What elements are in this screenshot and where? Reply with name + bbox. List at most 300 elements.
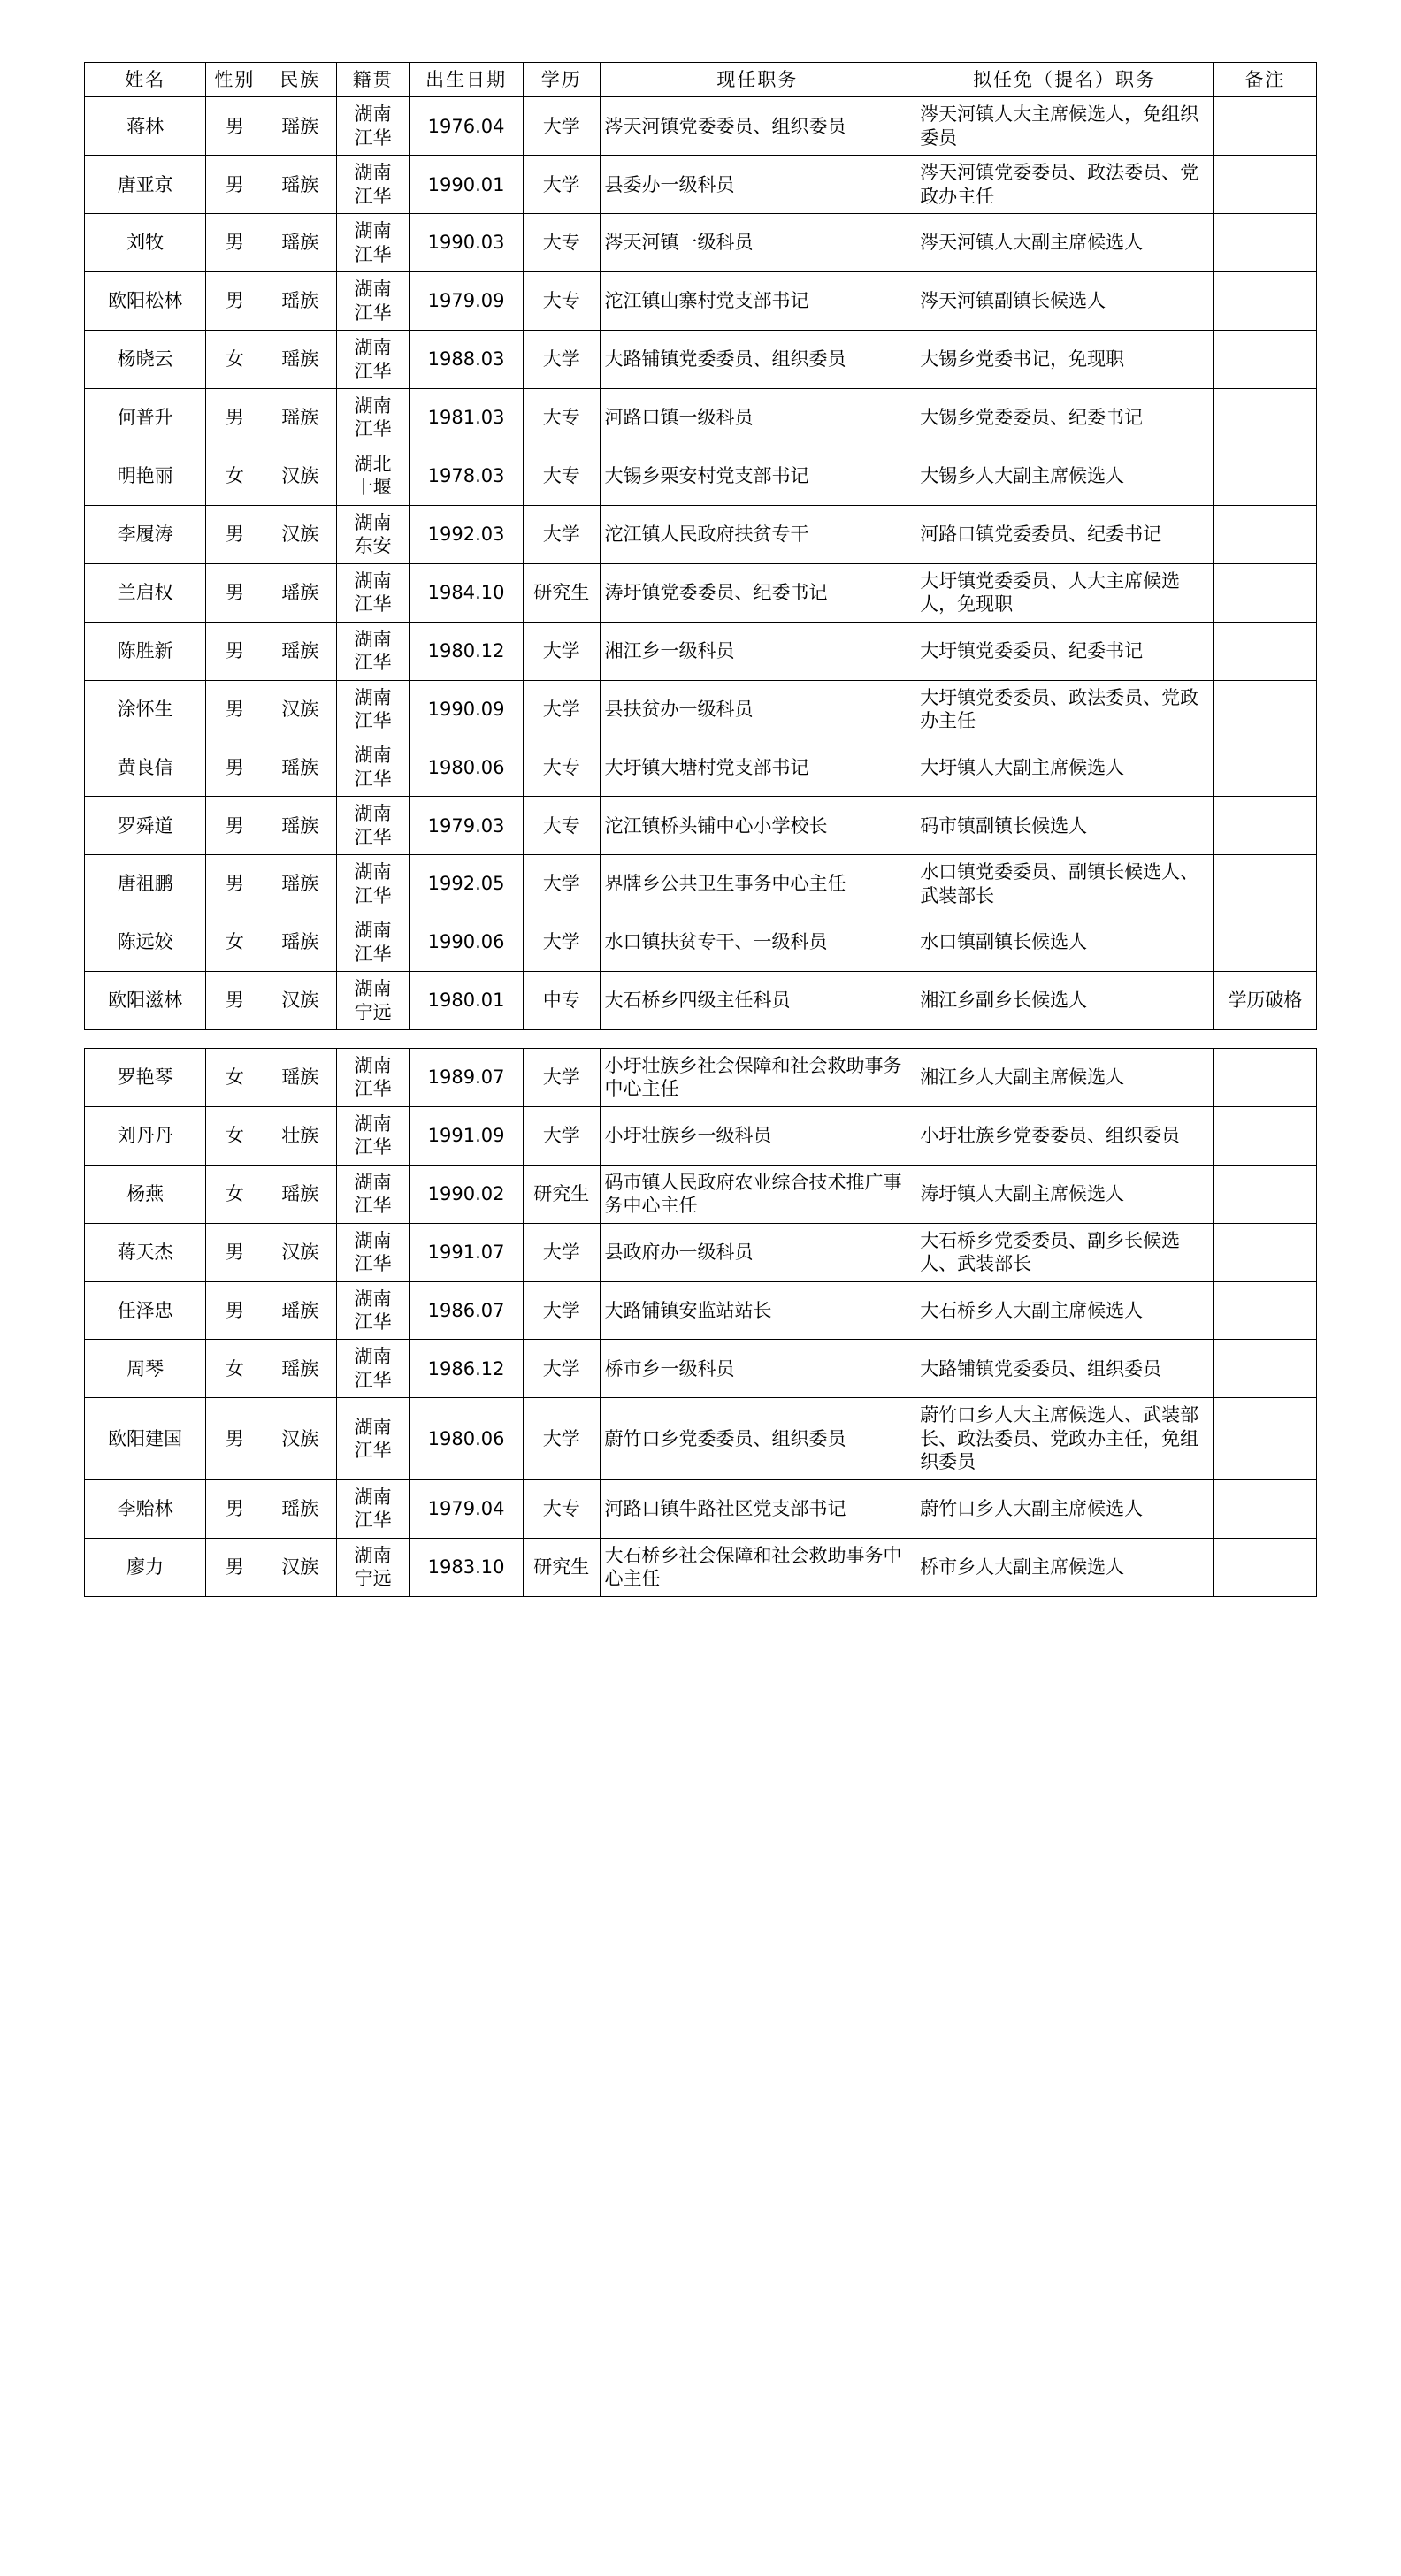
origin-line-2: 江华: [354, 593, 392, 615]
cell-birth: 1989.07: [410, 1048, 524, 1106]
origin-line-1: 湖南: [354, 745, 392, 767]
cell-ethnic: 汉族: [264, 1223, 336, 1281]
cell-edu: 研究生: [523, 563, 600, 622]
origin-line-1: 湖南: [354, 162, 392, 184]
cell-birth: 1979.09: [410, 272, 524, 331]
cell-ethnic: 瑶族: [264, 1048, 336, 1106]
cell-new-post: 蔚竹口乡人大主席候选人、武装部长、政法委员、党政办主任，免组织委员: [915, 1398, 1214, 1479]
cell-current-post: 沱江镇桥头铺中心小学校长: [600, 797, 915, 855]
origin-line-1: 湖南: [354, 803, 392, 825]
cell-sex: 男: [206, 797, 264, 855]
table-row: [85, 913, 1317, 972]
origin-line-1: 湖南: [354, 1544, 392, 1566]
table-row: [85, 1223, 1317, 1281]
origin-line-2: 江华: [354, 185, 392, 207]
cell-edu: 大学: [523, 156, 600, 214]
cell-origin: [336, 214, 409, 272]
table-row: [85, 1106, 1317, 1165]
origin-line-1: 湖南: [354, 1171, 392, 1193]
cell-birth: 1979.04: [410, 1479, 524, 1538]
table-row: [85, 272, 1317, 331]
cell-edu: 研究生: [523, 1165, 600, 1223]
cell-current-post: 蔚竹口乡党委委员、组织委员: [600, 1398, 915, 1479]
cell-note: 学历破格: [1213, 972, 1316, 1030]
column-header-edu: 学历: [523, 63, 600, 97]
cell-name: 陈远姣: [85, 913, 206, 972]
cell-sex: 男: [206, 1281, 264, 1340]
cell-new-post: 大石桥乡党委委员、副乡长候选人、武装部长: [915, 1223, 1214, 1281]
cell-note: [1213, 505, 1316, 563]
cell-new-post: 涔天河镇人大副主席候选人: [915, 214, 1214, 272]
cell-name: 罗艳琴: [85, 1048, 206, 1106]
cell-ethnic: 瑶族: [264, 1340, 336, 1398]
cell-name: 明艳丽: [85, 447, 206, 505]
cell-birth: 1984.10: [410, 563, 524, 622]
cell-note: [1213, 214, 1316, 272]
cell-ethnic: 瑶族: [264, 622, 336, 680]
cell-sex: 男: [206, 1479, 264, 1538]
origin-line-2: 江华: [354, 302, 392, 324]
cell-name: 欧阳松林: [85, 272, 206, 331]
cell-ethnic: 瑶族: [264, 272, 336, 331]
origin-line-2: 江华: [354, 1253, 392, 1275]
origin-line-2: 江华: [354, 1195, 392, 1217]
cell-origin: [336, 680, 409, 738]
table-row: [85, 1048, 1317, 1106]
cell-birth: 1991.07: [410, 1223, 524, 1281]
cell-edu: 大专: [523, 388, 600, 447]
origin-line-1: 湖南: [354, 220, 392, 242]
origin-line-2: 东安: [354, 535, 392, 557]
column-header-name: 姓名: [85, 63, 206, 97]
cell-new-post: 涛圩镇人大副主席候选人: [915, 1165, 1214, 1223]
column-header-current-post: 现任职务: [600, 63, 915, 97]
cell-current-post: 大圩镇大塘村党支部书记: [600, 738, 915, 797]
table-row: [85, 447, 1317, 505]
cell-name: 欧阳滋林: [85, 972, 206, 1030]
cell-edu: 研究生: [523, 1538, 600, 1596]
cell-origin: [336, 797, 409, 855]
table-row: [85, 563, 1317, 622]
cell-sex: 男: [206, 272, 264, 331]
cell-current-post: 大锡乡栗安村党支部书记: [600, 447, 915, 505]
cell-note: [1213, 1398, 1316, 1479]
origin-line-1: 湖南: [354, 569, 392, 592]
cell-birth: 1990.02: [410, 1165, 524, 1223]
origin-line-1: 湖南: [354, 686, 392, 708]
cell-name: 唐祖鹏: [85, 855, 206, 913]
cell-edu: 大专: [523, 214, 600, 272]
cell-ethnic: 瑶族: [264, 738, 336, 797]
table-row: [85, 797, 1317, 855]
cell-ethnic: 瑶族: [264, 388, 336, 447]
cell-current-post: 大石桥乡四级主任科员: [600, 972, 915, 1030]
cell-sex: 男: [206, 680, 264, 738]
cell-sex: 女: [206, 447, 264, 505]
column-header-ethnic: 民族: [264, 63, 336, 97]
cell-ethnic: 汉族: [264, 680, 336, 738]
cell-new-post: 大路铺镇党委委员、组织委员: [915, 1340, 1214, 1398]
table-row: [85, 1398, 1317, 1479]
cell-ethnic: 汉族: [264, 972, 336, 1030]
origin-line-1: 湖南: [354, 511, 392, 533]
cell-edu: 大学: [523, 505, 600, 563]
origin-line-1: 湖南: [354, 1229, 392, 1251]
cell-edu: 大学: [523, 1048, 600, 1106]
cell-note: [1213, 1223, 1316, 1281]
cell-new-post: 湘江乡人大副主席候选人: [915, 1048, 1214, 1106]
cell-sex: 男: [206, 855, 264, 913]
cell-note: [1213, 1048, 1316, 1106]
origin-line-1: 湖南: [354, 1288, 392, 1310]
cell-current-post: 县委办一级科员: [600, 156, 915, 214]
cell-edu: 大专: [523, 272, 600, 331]
cell-name: 欧阳建国: [85, 1398, 206, 1479]
column-header-note: 备注: [1213, 63, 1316, 97]
cell-name: 李贻林: [85, 1479, 206, 1538]
roster-table-head-and-body-1: [85, 63, 1317, 1030]
cell-origin: [336, 1281, 409, 1340]
cell-note: [1213, 97, 1316, 156]
cell-new-post: 湘江乡副乡长候选人: [915, 972, 1214, 1030]
cell-new-post: 大石桥乡人大副主席候选人: [915, 1281, 1214, 1340]
origin-line-1: 湖南: [354, 1416, 392, 1438]
table-row: [85, 331, 1317, 389]
column-header-origin: 籍贯: [336, 63, 409, 97]
cell-edu: 大专: [523, 447, 600, 505]
cell-current-post: 桥市乡一级科员: [600, 1340, 915, 1398]
origin-line-2: 江华: [354, 826, 392, 848]
cell-birth: 1986.07: [410, 1281, 524, 1340]
cell-ethnic: 汉族: [264, 447, 336, 505]
cell-birth: 1983.10: [410, 1538, 524, 1596]
roster-table-part-2: [84, 1048, 1317, 1597]
cell-current-post: 涔天河镇一级科员: [600, 214, 915, 272]
cell-ethnic: 瑶族: [264, 214, 336, 272]
cell-new-post: 水口镇党委委员、副镇长候选人、武装部长: [915, 855, 1214, 913]
origin-line-1: 湖南: [354, 628, 392, 650]
table-row: [85, 1538, 1317, 1596]
cell-birth: 1991.09: [410, 1106, 524, 1165]
table-row: [85, 1281, 1317, 1340]
cell-note: [1213, 1165, 1316, 1223]
cell-current-post: 湘江乡一级科员: [600, 622, 915, 680]
cell-birth: 1986.12: [410, 1340, 524, 1398]
origin-line-1: 湖南: [354, 861, 392, 883]
table-row: [85, 972, 1317, 1030]
origin-line-2: 江华: [354, 1078, 392, 1100]
roster-table-part-1: [84, 62, 1317, 1030]
origin-line-1: 湖南: [354, 920, 392, 942]
cell-new-post: 大锡乡党委委员、纪委书记: [915, 388, 1214, 447]
cell-ethnic: 瑶族: [264, 331, 336, 389]
column-header-new-post: 拟任免（提名）职务: [915, 63, 1214, 97]
cell-origin: [336, 1048, 409, 1106]
cell-note: [1213, 331, 1316, 389]
cell-new-post: 涔天河镇副镇长候选人: [915, 272, 1214, 331]
cell-origin: [336, 913, 409, 972]
cell-note: [1213, 272, 1316, 331]
table-row: [85, 214, 1317, 272]
cell-sex: 男: [206, 622, 264, 680]
cell-name: 涂怀生: [85, 680, 206, 738]
cell-sex: 男: [206, 1538, 264, 1596]
cell-ethnic: 瑶族: [264, 797, 336, 855]
cell-new-post: 涔天河镇人大主席候选人，免组织委员: [915, 97, 1214, 156]
cell-birth: 1992.05: [410, 855, 524, 913]
cell-sex: 男: [206, 505, 264, 563]
origin-line-2: 江华: [354, 1440, 392, 1462]
cell-origin: [336, 1479, 409, 1538]
cell-current-post: 河路口镇牛路社区党支部书记: [600, 1479, 915, 1538]
origin-line-2: 宁远: [354, 1568, 392, 1590]
cell-name: 陈胜新: [85, 622, 206, 680]
origin-line-1: 湖南: [354, 1112, 392, 1135]
cell-edu: 大学: [523, 1340, 600, 1398]
origin-line-2: 江华: [354, 1369, 392, 1391]
cell-birth: 1980.06: [410, 1398, 524, 1479]
cell-ethnic: 瑶族: [264, 1281, 336, 1340]
cell-note: [1213, 1340, 1316, 1398]
origin-line-1: 湖南: [354, 978, 392, 1000]
cell-ethnic: 汉族: [264, 1398, 336, 1479]
table-row: [85, 97, 1317, 156]
origin-line-1: 湖南: [354, 103, 392, 126]
cell-note: [1213, 622, 1316, 680]
cell-name: 刘牧: [85, 214, 206, 272]
cell-ethnic: 瑶族: [264, 97, 336, 156]
cell-current-post: 大路铺镇党委委员、组织委员: [600, 331, 915, 389]
cell-origin: [336, 447, 409, 505]
column-header-birth: 出生日期: [410, 63, 524, 97]
origin-line-1: 湖南: [354, 394, 392, 417]
origin-line-2: 江华: [354, 126, 392, 149]
origin-line-2: 江华: [354, 1311, 392, 1334]
cell-sex: 男: [206, 1398, 264, 1479]
origin-line-1: 湖南: [354, 1346, 392, 1368]
table-row: [85, 1340, 1317, 1398]
cell-current-post: 大路铺镇安监站站长: [600, 1281, 915, 1340]
cell-edu: 大专: [523, 1479, 600, 1538]
cell-birth: 1979.03: [410, 797, 524, 855]
cell-name: 唐亚京: [85, 156, 206, 214]
cell-new-post: 小圩壮族乡党委委员、组织委员: [915, 1106, 1214, 1165]
cell-new-post: 蔚竹口乡人大副主席候选人: [915, 1479, 1214, 1538]
cell-current-post: 县扶贫办一级科员: [600, 680, 915, 738]
cell-edu: 大学: [523, 97, 600, 156]
cell-new-post: 河路口镇党委委员、纪委书记: [915, 505, 1214, 563]
cell-ethnic: 瑶族: [264, 855, 336, 913]
origin-line-2: 江华: [354, 652, 392, 674]
cell-origin: [336, 1538, 409, 1596]
cell-new-post: 涔天河镇党委委员、政法委员、党政办主任: [915, 156, 1214, 214]
origin-line-1: 湖南: [354, 1054, 392, 1076]
cell-birth: 1981.03: [410, 388, 524, 447]
origin-line-1: 湖南: [354, 279, 392, 301]
cell-name: 罗舜道: [85, 797, 206, 855]
cell-sex: 女: [206, 331, 264, 389]
origin-line-2: 江华: [354, 418, 392, 440]
cell-sex: 女: [206, 913, 264, 972]
cell-current-post: 码市镇人民政府农业综合技术推广事务中心主任: [600, 1165, 915, 1223]
origin-line-2: 江华: [354, 1136, 392, 1158]
cell-note: [1213, 1281, 1316, 1340]
cell-sex: 男: [206, 214, 264, 272]
cell-sex: 女: [206, 1106, 264, 1165]
cell-origin: [336, 1106, 409, 1165]
cell-origin: [336, 1223, 409, 1281]
cell-note: [1213, 563, 1316, 622]
cell-origin: [336, 738, 409, 797]
cell-note: [1213, 855, 1316, 913]
cell-name: 蒋林: [85, 97, 206, 156]
origin-line-2: 江华: [354, 243, 392, 265]
cell-current-post: 涔天河镇党委委员、组织委员: [600, 97, 915, 156]
cell-sex: 女: [206, 1340, 264, 1398]
origin-line-2: 江华: [354, 1510, 392, 1532]
cell-name: 蒋天杰: [85, 1223, 206, 1281]
cell-ethnic: 瑶族: [264, 913, 336, 972]
cell-note: [1213, 738, 1316, 797]
cell-sex: 女: [206, 1048, 264, 1106]
cell-origin: [336, 505, 409, 563]
cell-origin: [336, 388, 409, 447]
cell-edu: 大学: [523, 855, 600, 913]
cell-note: [1213, 388, 1316, 447]
origin-line-2: 宁远: [354, 1001, 392, 1023]
cell-origin: [336, 331, 409, 389]
cell-note: [1213, 913, 1316, 972]
table-row: [85, 855, 1317, 913]
cell-ethnic: 汉族: [264, 505, 336, 563]
cell-origin: [336, 272, 409, 331]
cell-edu: 大学: [523, 1398, 600, 1479]
origin-line-2: 江华: [354, 884, 392, 906]
cell-edu: 大专: [523, 738, 600, 797]
cell-sex: 男: [206, 156, 264, 214]
cell-sex: 男: [206, 738, 264, 797]
cell-sex: 男: [206, 388, 264, 447]
cell-note: [1213, 447, 1316, 505]
table-row: [85, 1479, 1317, 1538]
cell-origin: [336, 622, 409, 680]
cell-current-post: 水口镇扶贫专干、一级科员: [600, 913, 915, 972]
cell-current-post: 河路口镇一级科员: [600, 388, 915, 447]
cell-current-post: 县政府办一级科员: [600, 1223, 915, 1281]
cell-birth: 1976.04: [410, 97, 524, 156]
cell-sex: 男: [206, 972, 264, 1030]
cell-current-post: 大石桥乡社会保障和社会救助事务中心主任: [600, 1538, 915, 1596]
origin-line-2: 十堰: [354, 477, 392, 499]
cell-note: [1213, 1106, 1316, 1165]
cell-origin: [336, 563, 409, 622]
table-header-row: [85, 63, 1317, 97]
cell-ethnic: 瑶族: [264, 156, 336, 214]
origin-line-1: 湖北: [354, 453, 392, 475]
cell-edu: 大学: [523, 680, 600, 738]
cell-birth: 1978.03: [410, 447, 524, 505]
cell-sex: 男: [206, 563, 264, 622]
cell-name: 周琴: [85, 1340, 206, 1398]
table-row: [85, 505, 1317, 563]
cell-birth: 1980.06: [410, 738, 524, 797]
column-header-sex: 性别: [206, 63, 264, 97]
table-row: [85, 1165, 1317, 1223]
cell-birth: 1980.12: [410, 622, 524, 680]
cell-edu: 大学: [523, 1223, 600, 1281]
cell-current-post: 沱江镇人民政府扶贫专干: [600, 505, 915, 563]
cell-sex: 男: [206, 1223, 264, 1281]
cell-note: [1213, 156, 1316, 214]
cell-origin: [336, 855, 409, 913]
cell-name: 任泽忠: [85, 1281, 206, 1340]
origin-line-2: 江华: [354, 943, 392, 965]
cell-current-post: 界牌乡公共卫生事务中心主任: [600, 855, 915, 913]
table-gap-divider: [84, 1030, 1317, 1048]
cell-new-post: 水口镇副镇长候选人: [915, 913, 1214, 972]
cell-note: [1213, 680, 1316, 738]
cell-new-post: 大圩镇人大副主席候选人: [915, 738, 1214, 797]
cell-new-post: 大圩镇党委委员、政法委员、党政办主任: [915, 680, 1214, 738]
table-row: [85, 738, 1317, 797]
cell-birth: 1990.09: [410, 680, 524, 738]
cell-name: 杨燕: [85, 1165, 206, 1223]
table-row: [85, 622, 1317, 680]
cell-origin: [336, 1165, 409, 1223]
cell-origin: [336, 97, 409, 156]
cell-new-post: 大锡乡党委书记，免现职: [915, 331, 1214, 389]
cell-ethnic: 壮族: [264, 1106, 336, 1165]
cell-origin: [336, 156, 409, 214]
cell-birth: 1990.03: [410, 214, 524, 272]
cell-current-post: 沱江镇山寨村党支部书记: [600, 272, 915, 331]
cell-name: 李履涛: [85, 505, 206, 563]
origin-line-2: 江华: [354, 768, 392, 790]
cell-note: [1213, 1538, 1316, 1596]
cell-current-post: 小圩壮族乡一级科员: [600, 1106, 915, 1165]
cell-note: [1213, 1479, 1316, 1538]
cell-ethnic: 瑶族: [264, 1165, 336, 1223]
cell-ethnic: 瑶族: [264, 563, 336, 622]
origin-line-1: 湖南: [354, 337, 392, 359]
cell-sex: 男: [206, 97, 264, 156]
cell-note: [1213, 797, 1316, 855]
cell-origin: [336, 1340, 409, 1398]
cell-birth: 1990.01: [410, 156, 524, 214]
cell-origin: [336, 972, 409, 1030]
cell-new-post: 大锡乡人大副主席候选人: [915, 447, 1214, 505]
roster-table-body-2: [85, 1048, 1317, 1596]
origin-line-1: 湖南: [354, 1486, 392, 1508]
cell-edu: 大学: [523, 331, 600, 389]
cell-edu: 大学: [523, 913, 600, 972]
cell-ethnic: 汉族: [264, 1538, 336, 1596]
cell-birth: 1980.01: [410, 972, 524, 1030]
cell-current-post: 小圩壮族乡社会保障和社会救助事务中心主任: [600, 1048, 915, 1106]
cell-edu: 大学: [523, 622, 600, 680]
cell-new-post: 大圩镇党委委员、纪委书记: [915, 622, 1214, 680]
cell-new-post: 大圩镇党委委员、人大主席候选人，免现职: [915, 563, 1214, 622]
cell-birth: 1990.06: [410, 913, 524, 972]
cell-birth: 1992.03: [410, 505, 524, 563]
origin-line-2: 江华: [354, 709, 392, 731]
cell-name: 刘丹丹: [85, 1106, 206, 1165]
cell-name: 兰启权: [85, 563, 206, 622]
cell-current-post: 涛圩镇党委委员、纪委书记: [600, 563, 915, 622]
cell-ethnic: 瑶族: [264, 1479, 336, 1538]
cell-edu: 大专: [523, 797, 600, 855]
cell-name: 黄良信: [85, 738, 206, 797]
